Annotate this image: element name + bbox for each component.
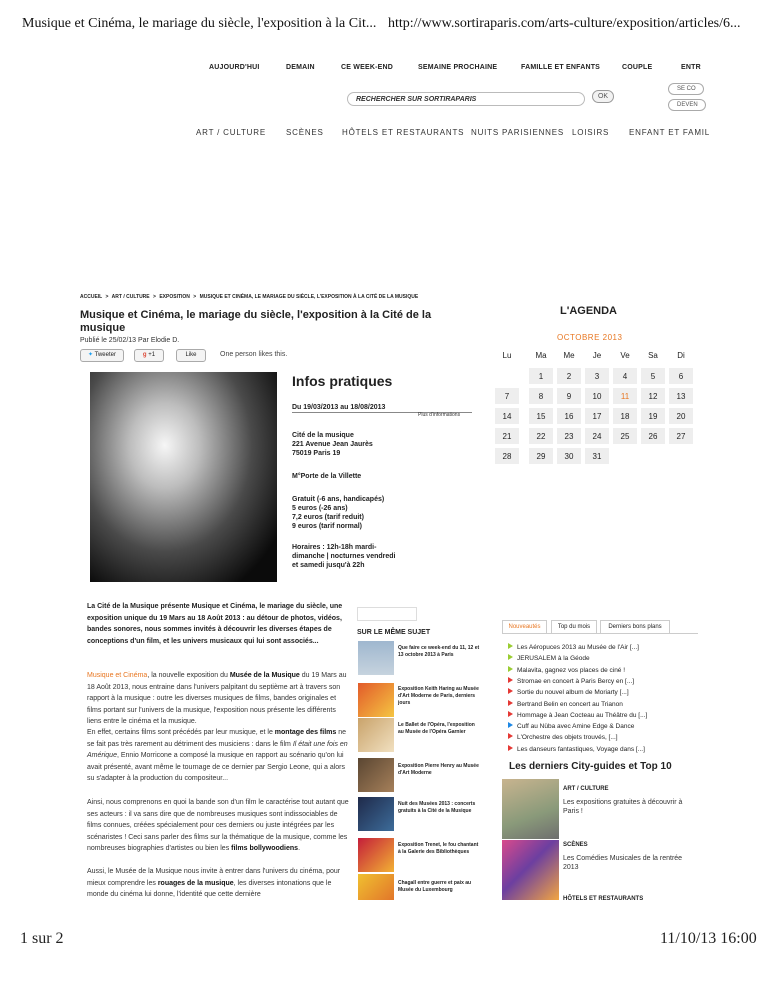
news-item[interactable] — [508, 643, 639, 651]
calendar-day[interactable]: 22 — [528, 427, 554, 445]
calendar-weekday: Sa — [648, 351, 658, 360]
infos-dates: Du 19/03/2013 au 18/08/2013 — [292, 404, 386, 411]
guide-link[interactable]: Les expositions gratuites à découvrir à Paris ! — [563, 799, 683, 815]
nav-enfant[interactable]: ENFANT ET FAMIL — [629, 128, 711, 137]
related-thumb[interactable] — [358, 758, 394, 792]
calendar-day[interactable]: 8 — [528, 387, 554, 405]
article-intro: La Cité de la Musique présente Musique et Cinéma, le mariage du siècle, une exposition unique du 19 Mars au 18 Août 2013 : au détour de photos, vidéos, bandes sonores, nous sommes invités à découvrir les diverses étapes de conceptions d'un film, et les univers musicaux qui lui sont associés... — [87, 603, 343, 645]
calendar-day[interactable]: 4 — [612, 367, 638, 385]
like-button[interactable]: Like — [176, 349, 206, 362]
calendar-day[interactable]: 20 — [668, 407, 694, 425]
text: , les diverses intonations que le monde du cinéma lui donne, l'identité que cette dernière — [87, 879, 332, 898]
nav-tomorrow[interactable]: DEMAIN — [286, 64, 315, 71]
arrow-icon — [508, 654, 513, 660]
news-item[interactable] — [508, 654, 590, 662]
text: Ainsi, nous comprenons en quoi la bande son d'un film le caractérise tout autant que ses acteurs : il va sans dire que de nombreuses musiques sont indissociables de films connues, créées spécialement pour ces derniers ou juste intégrées par les scénaristes ! Ceci sans parler des films sur la thématique de la musique, comme les nombreuses biographies d'artistes ou bien les — [87, 799, 349, 852]
page-title: Musique et Cinéma, le mariage du siècle, l'exposition à la Cité de la musique — [80, 309, 432, 334]
guide-thumb[interactable] — [502, 779, 559, 839]
print-datetime: 11/10/13 16:00 — [660, 930, 757, 947]
calendar-day[interactable]: 1 — [528, 367, 554, 385]
print-title: Musique et Cinéma, le mariage du siècle, l'exposition à la Cit... — [22, 16, 377, 31]
calendar-day[interactable]: 12 — [640, 387, 666, 405]
tweet-label: Tweeter — [94, 352, 116, 358]
related-thumb[interactable] — [358, 683, 394, 717]
article-paragraph — [87, 866, 352, 902]
tabs-divider — [502, 633, 698, 634]
nav-family[interactable]: FAMILLE ET ENFANTS — [521, 64, 601, 71]
print-url: http://www.sortiraparis.com/arts-culture/exposition/articles/6... — [388, 16, 741, 31]
infos-title: Infos pratiques — [292, 373, 393, 389]
news-item-label: Hommage à Jean Cocteau au Théâtre du [...] — [517, 711, 648, 719]
tab-derniers-bons-plans[interactable]: Derniers bons plans — [600, 620, 670, 634]
nav-entr[interactable]: ENTR — [681, 64, 701, 71]
gplus-button[interactable] — [134, 349, 164, 362]
calendar-weekday: Di — [677, 351, 685, 360]
calendar-weekday: Lu — [502, 351, 512, 360]
link-musique-cinema[interactable]: Musique et Cinéma — [87, 672, 148, 679]
arrow-icon — [508, 700, 513, 706]
calendar-day[interactable]: 3 — [584, 367, 610, 385]
related-title: SUR LE MÊME SUJET — [357, 629, 431, 636]
breadcrumb-exposition[interactable]: EXPOSITION — [159, 294, 190, 300]
news-item-label: L'Orchestre des objets trouvés, [...] — [517, 734, 618, 742]
nav-art-culture[interactable]: ART / CULTURE — [196, 128, 266, 137]
related-thumb[interactable] — [358, 641, 394, 675]
news-item-label: Les danseurs fantastiques, Voyage dans [...] — [517, 745, 645, 753]
text: , la nouvelle exposition du — [147, 672, 230, 679]
news-item[interactable] — [508, 677, 634, 685]
related-thumb[interactable] — [358, 797, 394, 831]
arrow-icon — [508, 745, 513, 751]
article-paragraph — [87, 670, 352, 728]
related-link[interactable]: Chagall entre guerre et paix au Musée du Luxembourg — [398, 880, 472, 893]
calendar-day[interactable]: 5 — [640, 367, 666, 385]
news-item-label: Les Aéropuces 2013 au Musée de l'Air [...] — [517, 644, 639, 651]
news-item[interactable] — [508, 700, 623, 708]
calendar-day[interactable]: 21 — [494, 427, 520, 445]
calendar-day[interactable]: 23 — [556, 427, 582, 445]
news-item-label: Bertrand Belin en concert au Trianon — [517, 700, 623, 708]
news-item[interactable] — [508, 733, 618, 741]
nav-hotels[interactable]: HÔTELS ET RESTAURANTS — [342, 128, 465, 137]
signup-button[interactable]: DEVEN — [668, 99, 706, 111]
news-item[interactable] — [508, 666, 625, 674]
related-thumb[interactable] — [358, 718, 394, 752]
search-input[interactable]: RECHERCHER SUR SORTIRAPARIS — [347, 92, 585, 106]
calendar-day[interactable]: 27 — [668, 427, 694, 445]
infos-prices: Gratuit (-6 ans, handicapés) 5 euros (-26 ans) 7,2 euros (tarif reduit) 9 euros (tarif normal) — [292, 496, 385, 530]
guide-link[interactable]: Les Comédies Musicales de la rentrée 2013 — [563, 855, 683, 871]
calendar-day[interactable]: 31 — [584, 447, 610, 465]
bold-text: films bollywoodiens — [231, 845, 299, 852]
calendar-day[interactable]: 13 — [668, 387, 694, 405]
page-number: 1 sur 2 — [20, 930, 64, 947]
calendar-day[interactable]: 24 — [584, 427, 610, 445]
login-button[interactable]: SE CO — [668, 83, 704, 95]
related-link[interactable]: Exposition Trenet, le fou chantant à la Galerie des Bibliothèques — [398, 842, 479, 855]
calendar-day[interactable]: 28 — [494, 447, 520, 465]
text: du 19 Mars au 18 Août 2013, nous entraine dans l'univers palpitant du septième art à travers son rapport à la musique : outre les diverses musiques de films, bandes originales et films portant sur l'univers de la musique, l'exposition nous présente les différents liens entre le cinéma et la musique. — [87, 672, 347, 725]
infos-hours: Horaires : 12h-18h mardi- dimanche | nocturnes vendredi et samedi jusqu'à 22h — [292, 544, 396, 569]
guide-category: SCÈNES — [563, 842, 588, 848]
infos-address: Cité de la musique 221 Avenue Jean Jaurès 75019 Paris 19 — [292, 432, 373, 457]
bold-text: Musée de la Musique — [229, 672, 300, 679]
calendar-day[interactable]: 16 — [556, 407, 582, 425]
article-photo — [90, 372, 277, 582]
related-link[interactable]: Que faire ce week-end du 11, 12 et 13 octobre 2013 à Paris — [398, 645, 480, 658]
ad-placeholder — [357, 607, 417, 621]
calendar-day[interactable]: 15 — [528, 407, 554, 425]
calendar-day[interactable]: 29 — [528, 447, 554, 465]
arrow-icon — [508, 722, 513, 728]
news-item-label: Sortie du nouvel album de Moriarty [...] — [517, 689, 629, 697]
twitter-icon: ✦ — [88, 352, 94, 358]
nav-loisirs[interactable]: LOISIRS — [572, 128, 610, 137]
tab-top-du-mois[interactable]: Top du mois — [551, 620, 597, 634]
breadcrumb — [80, 294, 418, 300]
news-item[interactable] — [508, 688, 629, 696]
tab-nouveautes[interactable]: Nouveautés — [502, 620, 547, 634]
nav-today[interactable]: AUJOURD'HUI — [209, 64, 260, 71]
calendar-day[interactable]: 9 — [556, 387, 582, 405]
calendar-day[interactable]: 7 — [494, 387, 520, 405]
text: Aussi, le Musée de la Musique nous invite à entrer dans l'univers du cinéma, pour mieux comprendre les — [87, 868, 341, 887]
calendar-day[interactable]: 14 — [494, 407, 520, 425]
calendar-weekday: Me — [563, 351, 575, 360]
calendar-day[interactable]: 10 — [584, 387, 610, 405]
calendar-day[interactable]: 26 — [640, 427, 666, 445]
news-item[interactable] — [508, 745, 645, 753]
italic-text: Il était une fois en Amérique — [87, 740, 348, 759]
bold-text: montage des films — [274, 729, 337, 736]
guide-thumb[interactable] — [502, 840, 559, 900]
calendar-weekday: Ma — [535, 351, 547, 360]
tweet-button[interactable] — [80, 349, 124, 362]
article-paragraph — [87, 727, 352, 785]
arrow-icon — [508, 666, 513, 672]
more-info-link[interactable]: Plus d'informations — [418, 412, 461, 418]
agenda-month: OCTOBRE 2013 — [557, 333, 623, 342]
calendar-weekday: Ve — [620, 351, 630, 360]
text: En effet, certains films sont précédés par leur musique, et le — [87, 729, 275, 736]
calendar-day[interactable]: 17 — [584, 407, 610, 425]
infos-metro: M°Porte de la Villette — [292, 473, 362, 480]
nav-couple[interactable]: COUPLE — [622, 64, 653, 71]
bold-text: rouages de la musique — [157, 879, 234, 887]
news-item-label: Malavita, gagnez vos places de ciné ! — [517, 666, 626, 674]
related-link[interactable]: Exposition Keith Haring au Musée d'Art Moderne de Paris, derniers jours — [398, 686, 479, 706]
breadcrumb-separator: > — [193, 294, 197, 300]
related-link[interactable]: Le Ballet de l'Opéra, l'exposition au Musée de l'Opéra Garnier — [398, 722, 475, 735]
text: , Ennio Morricone a composé la musique en rapport au scénario qu'on lui avait présenté, avant même le tournage de ce dernier par Sergio Leone, qui a alors su s'adapter à la production du compositeur... — [87, 752, 345, 782]
related-thumb[interactable] — [358, 838, 394, 872]
calendar-day[interactable]: 30 — [556, 447, 582, 465]
calendar-day[interactable]: 19 — [640, 407, 666, 425]
guide-category: ART / CULTURE — [563, 786, 609, 792]
breadcrumb-current: MUSIQUE ET CINÉMA, LE MARIAGE DU SIÈCLE, L'EXPOSITION À LA CITÉ DE LA MUSIQUE — [199, 294, 419, 300]
agenda-title: L'AGENDA — [560, 305, 618, 317]
arrow-icon — [508, 643, 513, 649]
calendar-weekday: Je — [592, 351, 602, 360]
arrow-icon — [508, 677, 513, 683]
guide-category: HÔTELS ET RESTAURANTS — [563, 896, 644, 902]
gplus-label: +1 — [148, 352, 156, 358]
arrow-icon — [508, 711, 513, 717]
nav-next-week[interactable]: SEMAINE PROCHAINE — [418, 64, 498, 71]
related-thumb[interactable] — [358, 874, 394, 900]
related-link[interactable]: Nuit des Musées 2013 : concerts gratuits à la Cité de la Musique — [398, 801, 476, 814]
arrow-icon — [508, 733, 513, 739]
text: . — [298, 845, 301, 852]
nav-scenes[interactable]: SCÈNES — [286, 128, 324, 137]
calendar-day[interactable]: 11 — [612, 387, 638, 405]
search-ok-button[interactable]: OK — [592, 90, 614, 103]
article-paragraph — [87, 797, 352, 855]
nav-nuits[interactable]: NUITS PARISIENNES — [471, 128, 565, 137]
arrow-icon — [508, 688, 513, 694]
calendar-day[interactable]: 25 — [612, 427, 638, 445]
byline: Publié le 25/02/13 Par Elodie D. — [80, 337, 180, 344]
news-item-label: Cuff au Nüba avec Amine Edge & Dance — [517, 723, 635, 731]
guides-title: Les derniers City-guides et Top 10 — [509, 761, 672, 772]
likes-count: One person likes this. — [220, 351, 288, 358]
breadcrumb-separator: > — [153, 294, 156, 300]
text: ne se fait pas très rarement au détriment des musiciens : dans le film — [87, 729, 346, 748]
news-item[interactable] — [508, 722, 634, 730]
calendar-day[interactable]: 6 — [668, 367, 694, 385]
news-item[interactable] — [508, 711, 647, 719]
breadcrumb-separator: > — [105, 294, 109, 300]
news-item-label: Stromae en concert à Paris Bercy en [...] — [517, 677, 635, 685]
calendar-day[interactable]: 2 — [556, 367, 582, 385]
nav-weekend[interactable]: CE WEEK-END — [341, 64, 393, 71]
calendar-day[interactable]: 18 — [612, 407, 638, 425]
breadcrumb-home[interactable]: ACCUEIL — [80, 294, 103, 300]
related-link[interactable]: Exposition Pierre Henry au Musée d'Art Moderne — [398, 763, 479, 776]
breadcrumb-art-culture[interactable]: ART / CULTURE — [111, 294, 150, 300]
google-plus-icon: g — [142, 352, 147, 358]
news-item-label: JERUSALEM à la Géode — [517, 655, 590, 663]
